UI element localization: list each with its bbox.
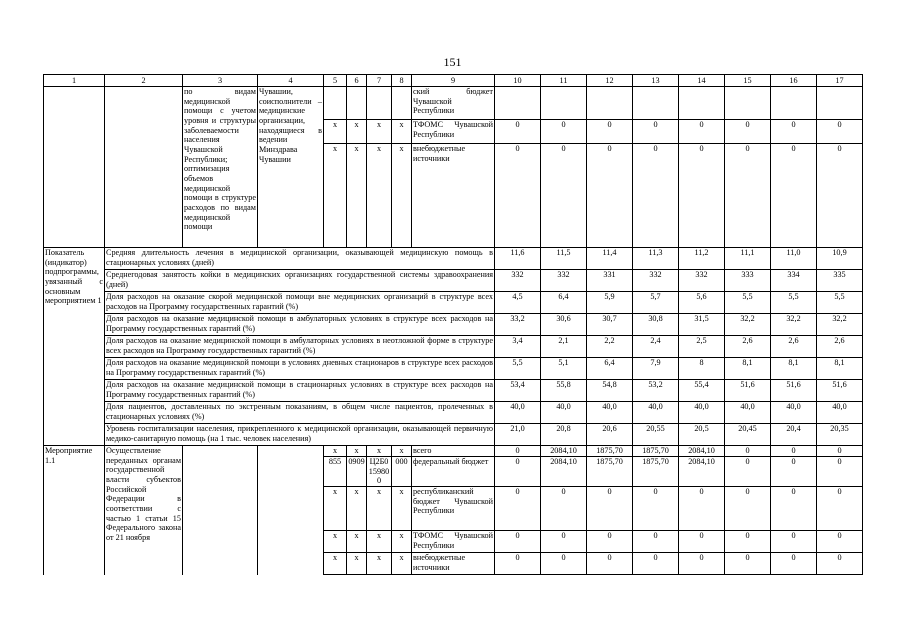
funding-source: федеральный бюджет bbox=[412, 457, 495, 487]
code-cell: x bbox=[347, 120, 367, 144]
value-cell: 0 bbox=[541, 120, 587, 144]
value-cell: 334 bbox=[771, 270, 817, 292]
value-cell bbox=[587, 87, 633, 120]
indicator-text: Доля расходов на оказание скорой медицинской помощи вне медицинских организаций в структуре всех расходов на Программу государственных гарантий (%) bbox=[105, 292, 495, 314]
value-cell: 6,4 bbox=[541, 292, 587, 314]
value-cell: 0 bbox=[541, 487, 587, 531]
value-cell: 0 bbox=[495, 120, 541, 144]
value-cell: 2084,10 bbox=[541, 446, 587, 457]
value-cell: 0 bbox=[817, 457, 863, 487]
column-header: 7 bbox=[367, 75, 392, 87]
value-cell: 0 bbox=[725, 144, 771, 248]
value-cell: 32,2 bbox=[725, 314, 771, 336]
value-cell: 0 bbox=[633, 531, 679, 553]
value-cell: 1875,70 bbox=[633, 446, 679, 457]
cont-col1 bbox=[44, 87, 105, 248]
code-cell: x bbox=[392, 446, 412, 457]
value-cell: 11,6 bbox=[495, 248, 541, 270]
value-cell: 1875,70 bbox=[633, 457, 679, 487]
column-header: 8 bbox=[392, 75, 412, 87]
code-cell: x bbox=[367, 553, 392, 575]
value-cell: 51,6 bbox=[817, 380, 863, 402]
value-cell: 0 bbox=[771, 120, 817, 144]
value-cell: 0 bbox=[771, 446, 817, 457]
value-cell: 0 bbox=[725, 487, 771, 531]
measure-text: Осуществление переданных органам государственной власти субъектов Российской Федерации в соответствии с частью 1 статьи 15 Федерального закона от 21 ноября bbox=[105, 446, 183, 575]
value-cell: 51,6 bbox=[771, 380, 817, 402]
column-header: 3 bbox=[183, 75, 258, 87]
value-cell: 0 bbox=[541, 553, 587, 575]
value-cell: 53,2 bbox=[633, 380, 679, 402]
indicator-text: Среднегодовая занятость койки в медицинских организациях государственной системы здравоохранения (дней) bbox=[105, 270, 495, 292]
value-cell: 20,35 bbox=[817, 424, 863, 446]
value-cell: 40,0 bbox=[495, 402, 541, 424]
value-cell: 2,1 bbox=[541, 336, 587, 358]
indicator-text: Доля расходов на оказание медицинской помощи в стационарных условиях в структуре всех расходов на Программу государственных гарантий (%) bbox=[105, 380, 495, 402]
header-row bbox=[44, 75, 863, 87]
value-cell: 2084,10 bbox=[541, 457, 587, 487]
measure-col3 bbox=[183, 446, 258, 575]
value-cell: 4,5 bbox=[495, 292, 541, 314]
code-cell: 000 bbox=[392, 457, 412, 487]
value-cell: 6,4 bbox=[587, 358, 633, 380]
code-cell: x bbox=[367, 487, 392, 531]
value-cell: 0 bbox=[679, 487, 725, 531]
funding-source: внебюджетные источники bbox=[412, 144, 495, 248]
code-cell: x bbox=[392, 487, 412, 531]
code-cell: 0909 bbox=[347, 457, 367, 487]
value-cell: 33,2 bbox=[495, 314, 541, 336]
value-cell: 0 bbox=[817, 144, 863, 248]
funding-source: республиканский бюджет Чувашской Республики bbox=[412, 487, 495, 531]
value-cell: 11,1 bbox=[725, 248, 771, 270]
value-cell bbox=[679, 87, 725, 120]
code-cell: x bbox=[367, 531, 392, 553]
value-cell: 0 bbox=[633, 120, 679, 144]
page-number: 151 bbox=[443, 55, 462, 69]
funding-source: всего bbox=[412, 446, 495, 457]
column-header: 6 bbox=[347, 75, 367, 87]
value-cell: 0 bbox=[817, 487, 863, 531]
value-cell: 0 bbox=[633, 487, 679, 531]
value-cell: 20,45 bbox=[725, 424, 771, 446]
value-cell: 1875,70 bbox=[587, 446, 633, 457]
value-cell: 0 bbox=[771, 553, 817, 575]
column-header: 13 bbox=[633, 75, 679, 87]
code-cell: x bbox=[347, 531, 367, 553]
value-cell: 5,5 bbox=[817, 292, 863, 314]
table-row bbox=[44, 446, 863, 457]
code-cell: x bbox=[367, 446, 392, 457]
code-cell: x bbox=[324, 531, 347, 553]
value-cell: 0 bbox=[541, 144, 587, 248]
value-cell: 0 bbox=[771, 531, 817, 553]
value-cell: 8,1 bbox=[771, 358, 817, 380]
value-cell: 40,0 bbox=[541, 402, 587, 424]
indicator-row bbox=[44, 380, 863, 402]
column-header: 15 bbox=[725, 75, 771, 87]
value-cell: 1875,70 bbox=[587, 457, 633, 487]
value-cell: 0 bbox=[679, 120, 725, 144]
code-cell: x bbox=[324, 553, 347, 575]
value-cell: 8,1 bbox=[817, 358, 863, 380]
value-cell: 2,2 bbox=[587, 336, 633, 358]
column-header: 16 bbox=[771, 75, 817, 87]
value-cell: 5,5 bbox=[495, 358, 541, 380]
value-cell: 2,4 bbox=[633, 336, 679, 358]
code-cell: x bbox=[347, 446, 367, 457]
indicator-row bbox=[44, 402, 863, 424]
value-cell: 0 bbox=[679, 144, 725, 248]
value-cell: 0 bbox=[495, 487, 541, 531]
value-cell: 2,6 bbox=[725, 336, 771, 358]
indicator-text: Доля расходов на оказание медицинской помощи в амбулаторных условиях в структуре всех расходов на Программу государственных гарантий (%) bbox=[105, 314, 495, 336]
value-cell: 40,0 bbox=[817, 402, 863, 424]
value-cell: 40,0 bbox=[725, 402, 771, 424]
value-cell: 55,4 bbox=[679, 380, 725, 402]
code-cell: x bbox=[347, 144, 367, 248]
value-cell: 30,6 bbox=[541, 314, 587, 336]
code-cell: x bbox=[392, 553, 412, 575]
indicator-row bbox=[44, 248, 863, 270]
value-cell: 0 bbox=[495, 457, 541, 487]
indicator-row bbox=[44, 270, 863, 292]
code-cell bbox=[367, 87, 392, 120]
value-cell: 54,8 bbox=[587, 380, 633, 402]
code-cell: x bbox=[324, 120, 347, 144]
value-cell: 335 bbox=[817, 270, 863, 292]
code-cell: x bbox=[324, 446, 347, 457]
value-cell: 40,0 bbox=[679, 402, 725, 424]
value-cell: 11,4 bbox=[587, 248, 633, 270]
measure-col4 bbox=[258, 446, 324, 575]
value-cell: 30,8 bbox=[633, 314, 679, 336]
value-cell: 0 bbox=[587, 553, 633, 575]
value-cell: 0 bbox=[679, 531, 725, 553]
code-cell bbox=[347, 87, 367, 120]
value-cell: 0 bbox=[541, 531, 587, 553]
value-cell: 0 bbox=[633, 144, 679, 248]
value-cell: 0 bbox=[679, 553, 725, 575]
value-cell: 0 bbox=[587, 487, 633, 531]
table-row bbox=[44, 87, 863, 120]
value-cell bbox=[495, 87, 541, 120]
column-header: 11 bbox=[541, 75, 587, 87]
value-cell bbox=[633, 87, 679, 120]
value-cell: 332 bbox=[495, 270, 541, 292]
funding-source: внебюджетные источники bbox=[412, 553, 495, 575]
indicator-text: Доля расходов на оказание медицинской помощи в амбулаторных условиях в неотложной форме в структуре всех расходов на Программу государственных гарантий (%) bbox=[105, 336, 495, 358]
value-cell: 11,5 bbox=[541, 248, 587, 270]
column-header: 10 bbox=[495, 75, 541, 87]
column-header: 14 bbox=[679, 75, 725, 87]
code-cell: x bbox=[324, 144, 347, 248]
value-cell: 0 bbox=[817, 553, 863, 575]
value-cell: 0 bbox=[495, 144, 541, 248]
value-cell: 5,1 bbox=[541, 358, 587, 380]
value-cell: 332 bbox=[633, 270, 679, 292]
value-cell: 0 bbox=[725, 446, 771, 457]
code-cell: x bbox=[347, 487, 367, 531]
value-cell: 30,7 bbox=[587, 314, 633, 336]
value-cell: 20,8 bbox=[541, 424, 587, 446]
value-cell: 55,8 bbox=[541, 380, 587, 402]
value-cell: 0 bbox=[771, 144, 817, 248]
value-cell: 21,0 bbox=[495, 424, 541, 446]
value-cell: 8,1 bbox=[725, 358, 771, 380]
value-cell: 53,4 bbox=[495, 380, 541, 402]
value-cell: 0 bbox=[817, 120, 863, 144]
code-cell: x bbox=[367, 144, 392, 248]
value-cell: 0 bbox=[725, 120, 771, 144]
value-cell: 32,2 bbox=[771, 314, 817, 336]
value-cell bbox=[817, 87, 863, 120]
value-cell: 20,6 bbox=[587, 424, 633, 446]
column-header: 17 bbox=[817, 75, 863, 87]
value-cell: 332 bbox=[679, 270, 725, 292]
value-cell: 8 bbox=[679, 358, 725, 380]
value-cell: 5,9 bbox=[587, 292, 633, 314]
value-cell: 0 bbox=[725, 531, 771, 553]
value-cell: 331 bbox=[587, 270, 633, 292]
value-cell: 2,6 bbox=[771, 336, 817, 358]
indicator-label: Показатель (индикатор) подпрограммы, увязанный с основным мероприятием 1 bbox=[44, 248, 105, 446]
value-cell: 20,55 bbox=[633, 424, 679, 446]
cont-col2 bbox=[105, 87, 183, 248]
code-cell: x bbox=[392, 120, 412, 144]
value-cell: 2084,10 bbox=[679, 446, 725, 457]
indicator-text: Уровень госпитализации населения, прикрепленного к медицинской организации, оказывающей первичную медико-санитарную помощь (на 1 тыс. человек населения) bbox=[105, 424, 495, 446]
value-cell: 0 bbox=[495, 531, 541, 553]
funding-source: ТФОМС Чувашской Республики bbox=[412, 531, 495, 553]
indicator-text: Средняя длительность лечения в медицинской организации, оказывающей медицинскую помощь в стационарных условиях (дней) bbox=[105, 248, 495, 270]
value-cell: 2,6 bbox=[817, 336, 863, 358]
value-cell: 332 bbox=[541, 270, 587, 292]
value-cell: 5,5 bbox=[771, 292, 817, 314]
value-cell: 0 bbox=[495, 553, 541, 575]
value-cell: 5,6 bbox=[679, 292, 725, 314]
column-header: 4 bbox=[258, 75, 324, 87]
value-cell: 10,9 bbox=[817, 248, 863, 270]
value-cell: 3,4 bbox=[495, 336, 541, 358]
column-header: 2 bbox=[105, 75, 183, 87]
code-cell: x bbox=[347, 553, 367, 575]
value-cell: 0 bbox=[587, 144, 633, 248]
code-cell bbox=[392, 87, 412, 120]
indicator-row bbox=[44, 358, 863, 380]
value-cell: 333 bbox=[725, 270, 771, 292]
value-cell: 5,7 bbox=[633, 292, 679, 314]
value-cell bbox=[541, 87, 587, 120]
value-cell: 0 bbox=[495, 446, 541, 457]
cont-measure-text: по видам медицинской помощи с учетом уровня и структуры заболеваемости населения Чувашской Республики; оптимизация объемов медицинской помощи в структуре расходов по видам медицинской помощи bbox=[183, 87, 258, 248]
funding-source: ский бюджет Чувашской Республики bbox=[412, 87, 495, 120]
value-cell: 32,2 bbox=[817, 314, 863, 336]
indicator-text: Доля расходов на оказание медицинской помощи в условиях дневных стационаров в структуре всех расходов на Программу государственных гарантий (%) bbox=[105, 358, 495, 380]
value-cell: 31,5 bbox=[679, 314, 725, 336]
column-header: 1 bbox=[44, 75, 105, 87]
indicator-row bbox=[44, 424, 863, 446]
value-cell: 0 bbox=[633, 553, 679, 575]
value-cell: 0 bbox=[817, 446, 863, 457]
value-cell: 40,0 bbox=[771, 402, 817, 424]
value-cell: 11,2 bbox=[679, 248, 725, 270]
value-cell: 5,5 bbox=[725, 292, 771, 314]
value-cell: 0 bbox=[587, 120, 633, 144]
value-cell bbox=[725, 87, 771, 120]
value-cell: 0 bbox=[725, 457, 771, 487]
budget-table bbox=[43, 74, 863, 575]
value-cell: 2,5 bbox=[679, 336, 725, 358]
indicator-row bbox=[44, 314, 863, 336]
indicator-text: Доля пациентов, доставленных по экстренным показаниям, в общем числе пациентов, пролеченных в стационарных условиях (%) bbox=[105, 402, 495, 424]
code-cell: Ц2Б0159800 bbox=[367, 457, 392, 487]
value-cell: 0 bbox=[725, 553, 771, 575]
value-cell: 20,4 bbox=[771, 424, 817, 446]
cont-executor-text: Чувашии, соисполнители – медицинские организации, находящиеся в ведении Минздрава Чувашии bbox=[258, 87, 324, 248]
indicator-row bbox=[44, 336, 863, 358]
value-cell: 0 bbox=[771, 457, 817, 487]
value-cell: 40,0 bbox=[633, 402, 679, 424]
value-cell: 40,0 bbox=[587, 402, 633, 424]
funding-source: ТФОМС Чувашской Республики bbox=[412, 120, 495, 144]
value-cell: 11,0 bbox=[771, 248, 817, 270]
code-cell: x bbox=[367, 120, 392, 144]
code-cell: x bbox=[392, 531, 412, 553]
value-cell: 0 bbox=[587, 531, 633, 553]
measure-label: Мероприятие 1.1 bbox=[44, 446, 105, 575]
column-header: 9 bbox=[412, 75, 495, 87]
value-cell: 0 bbox=[817, 531, 863, 553]
code-cell: x bbox=[324, 487, 347, 531]
code-cell bbox=[324, 87, 347, 120]
value-cell: 0 bbox=[771, 487, 817, 531]
column-header: 5 bbox=[324, 75, 347, 87]
value-cell: 7,9 bbox=[633, 358, 679, 380]
code-cell: 855 bbox=[324, 457, 347, 487]
value-cell: 20,5 bbox=[679, 424, 725, 446]
value-cell: 2084,10 bbox=[679, 457, 725, 487]
code-cell: x bbox=[392, 144, 412, 248]
indicator-row bbox=[44, 292, 863, 314]
value-cell bbox=[771, 87, 817, 120]
value-cell: 51,6 bbox=[725, 380, 771, 402]
column-header: 12 bbox=[587, 75, 633, 87]
value-cell: 11,3 bbox=[633, 248, 679, 270]
